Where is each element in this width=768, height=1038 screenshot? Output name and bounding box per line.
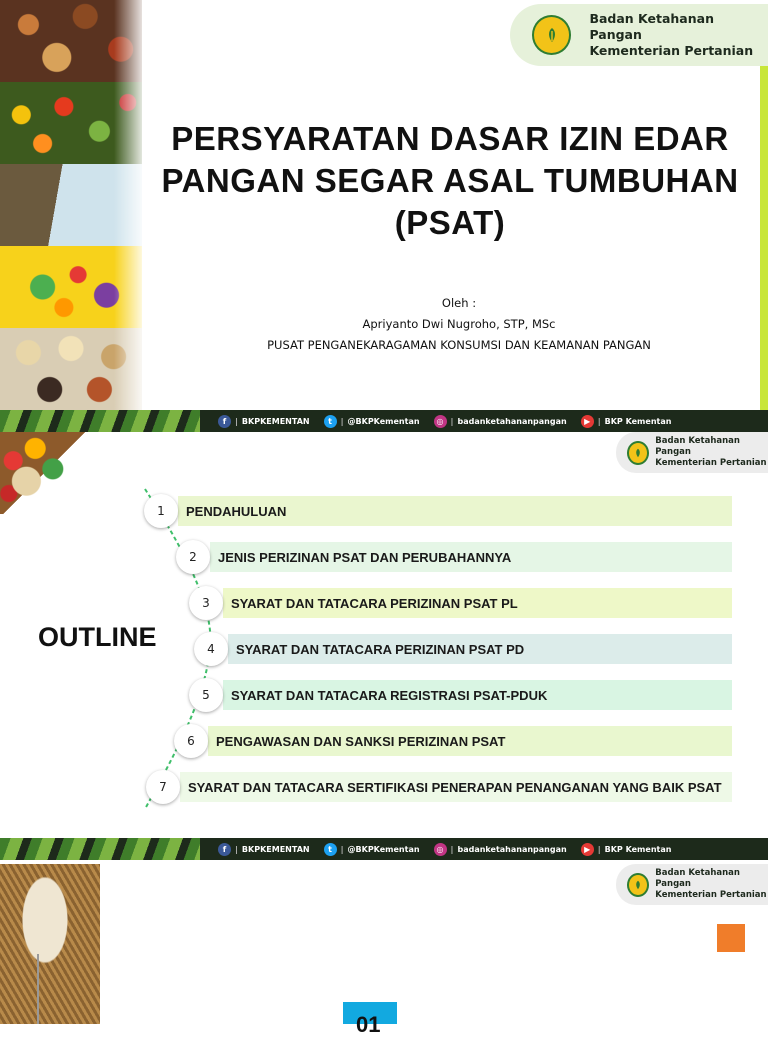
instagram-handle: badanketahananpangan (457, 416, 567, 426)
social-footer-band: f | BKPKEMENTAN t | @BKPKementan ◎ | badanketahananpangan ▶ | BKP Kementan (0, 838, 768, 860)
org-name-line1: Badan Ketahanan Pangan (589, 10, 714, 42)
presentation-title (160, 118, 740, 244)
twitter-icon: t (324, 415, 337, 428)
outline-item-4[interactable] (228, 634, 732, 664)
by-label: Oleh : (441, 296, 477, 310)
twitter-icon: t (324, 843, 337, 856)
title-line3: (PSAT) (394, 204, 506, 241)
ministry-emblem-icon (627, 441, 649, 465)
outline-item-label: SYARAT DAN TATACARA PERIZINAN PSAT PD (236, 641, 525, 657)
youtube-icon: ▶ (581, 415, 594, 428)
outline-item-number: 2 (176, 540, 210, 574)
twitter-handle: @BKPKementan (347, 844, 420, 854)
outline-item-label: PENDAHULUAN (186, 503, 287, 519)
ministry-emblem-icon (532, 15, 571, 55)
outline-item-5[interactable] (223, 680, 732, 710)
author-name: Apriyanto Dwi Nugroho, STP, MSc (362, 317, 556, 331)
section-number: 01 (356, 1012, 381, 1037)
outline-item-number: 7 (146, 770, 180, 804)
outline-item-number: 4 (194, 632, 228, 666)
outline-item-label: SYARAT DAN TATACARA PERIZINAN PSAT PL (231, 595, 518, 611)
outline-title: OUTLINE (38, 622, 157, 652)
orange-accent-square (717, 924, 745, 952)
grain-basket-image (0, 864, 100, 1024)
outline-item-1[interactable] (178, 496, 732, 526)
section-number-box (343, 1002, 397, 1037)
org-name-line2: Kementerian Pertanian (655, 458, 767, 469)
org-name-line2: Kementerian Pertanian (655, 890, 767, 901)
outline-item-6[interactable] (208, 726, 732, 756)
facebook-icon: f (218, 843, 231, 856)
org-logo-pill (616, 432, 768, 473)
grain-sacks-photo (0, 328, 142, 410)
slide-outline (0, 432, 768, 838)
outline-item-number: 1 (144, 494, 178, 528)
org-name-line2: Kementerian Pertanian (589, 43, 754, 59)
outline-item-label: SYARAT DAN TATACARA SERTIFIKASI PENERAPAN PENANGANAN YANG BAIK PSAT (188, 779, 722, 795)
ministry-emblem-icon (627, 873, 649, 897)
author-block (200, 293, 718, 356)
youtube-icon: ▶ (581, 843, 594, 856)
divider-line (37, 954, 39, 1024)
org-logo-pill (510, 4, 768, 66)
instagram-icon: ◎ (434, 843, 447, 856)
outline-item-3[interactable] (223, 588, 732, 618)
slide-title (0, 0, 768, 410)
outline-item-label: SYARAT DAN TATACARA REGISTRASI PSAT-PDUK (231, 687, 548, 703)
twitter-handle: @BKPKementan (347, 416, 420, 426)
facebook-icon: f (218, 415, 231, 428)
outline-item-number: 3 (189, 586, 223, 620)
outline-item-label: JENIS PERIZINAN PSAT DAN PERUBAHANNYA (218, 549, 512, 565)
slide-section (0, 864, 768, 1037)
outline-item-number: 6 (174, 724, 208, 758)
accent-edge (760, 60, 768, 410)
facebook-handle: BKPKEMENTAN (241, 844, 310, 854)
outline-item-2[interactable] (210, 542, 732, 572)
org-logo-pill (616, 864, 768, 905)
outline-item-label: PENGAWASAN DAN SANKSI PERIZINAN PSAT (216, 733, 506, 749)
spices-photo (0, 0, 142, 82)
instagram-handle: badanketahananpangan (457, 844, 567, 854)
social-footer-band: f | BKPKEMENTAN t | @BKPKementan ◎ | badanketahananpangan ▶ | BKP Kementan (0, 410, 768, 432)
food-photo-strip (0, 0, 142, 410)
outline-item-7[interactable] (180, 772, 732, 802)
title-line2: PANGAN SEGAR ASAL TUMBUHAN (161, 162, 739, 199)
youtube-handle: BKP Kementan (604, 416, 672, 426)
author-unit: PUSAT PENGANEKARAGAMAN KONSUMSI DAN KEAMANAN PANGAN (267, 338, 651, 352)
title-line1: PERSYARATAN DASAR IZIN EDAR (171, 120, 729, 157)
vegetable-basket-image (0, 432, 88, 514)
outline-item-number: 5 (189, 678, 223, 712)
facebook-handle: BKPKEMENTAN (241, 416, 310, 426)
youtube-handle: BKP Kementan (604, 844, 672, 854)
shopper-photo (0, 164, 142, 246)
produce-market-photo (0, 82, 142, 164)
vegetables-photo (0, 246, 142, 328)
org-name-line1: Badan Ketahanan Pangan (655, 867, 740, 889)
org-name-line1: Badan Ketahanan Pangan (655, 435, 740, 457)
instagram-icon: ◎ (434, 415, 447, 428)
